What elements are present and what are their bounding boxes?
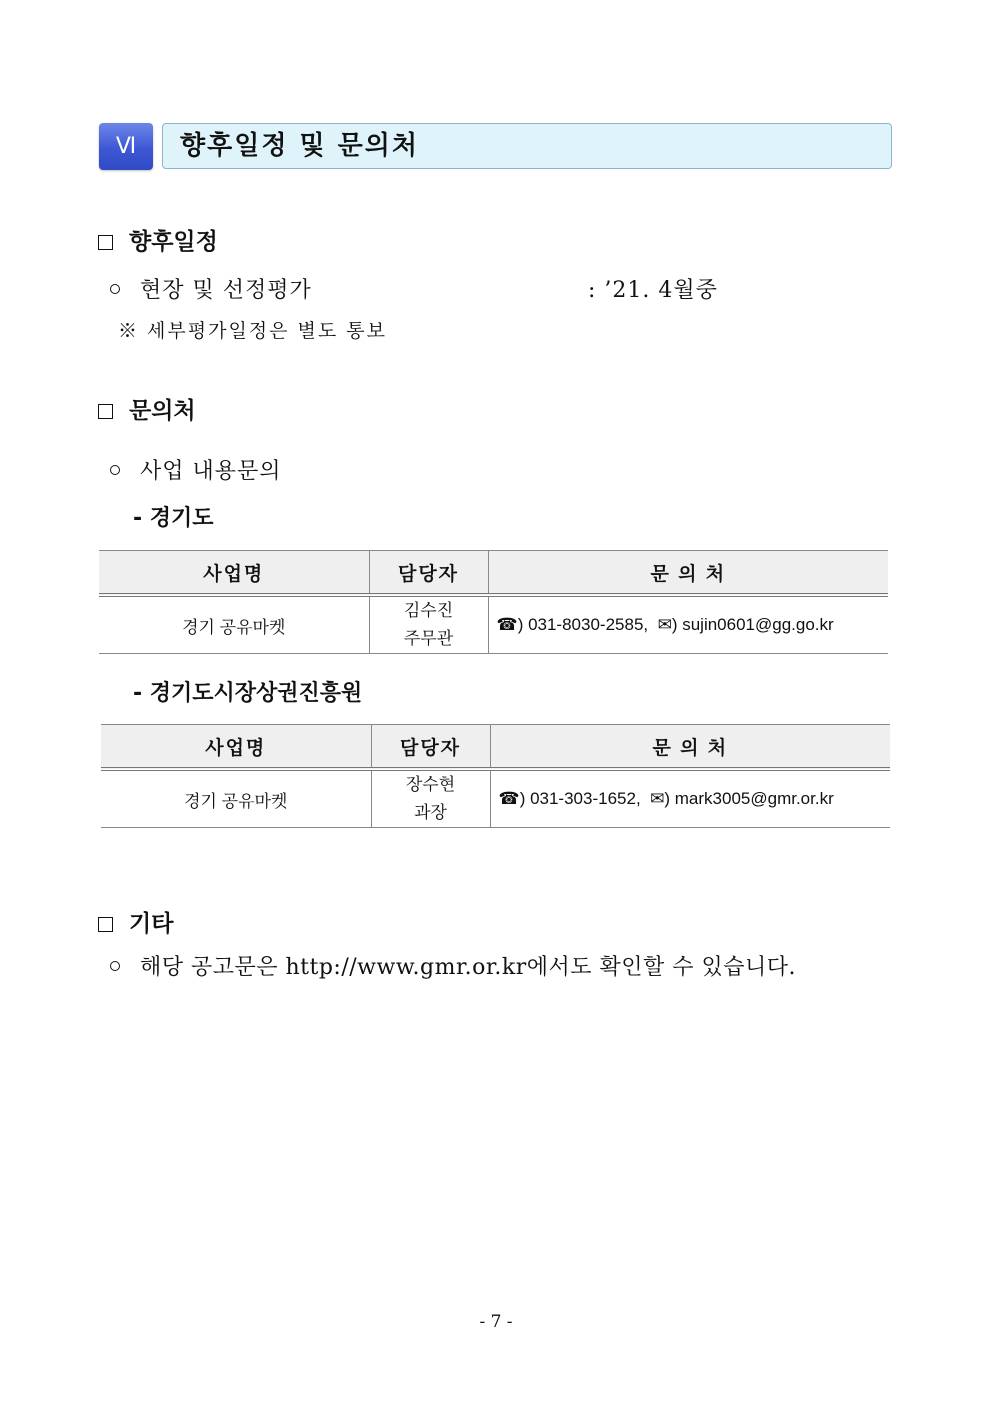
- header-contact: 문 의 처: [488, 551, 888, 596]
- contact-subheading-gmr: - 경기도시장상권진흥원: [133, 681, 363, 706]
- mail-icon: ✉: [657, 615, 672, 634]
- schedule-heading: [98, 227, 218, 257]
- other-item: [110, 953, 796, 983]
- table-row: [101, 769, 890, 828]
- other-heading: [98, 909, 173, 939]
- checkbox-square-icon: [98, 235, 113, 250]
- bullet-circle-icon: [110, 284, 120, 294]
- checkbox-square-icon: [98, 917, 113, 932]
- person-title: 과장: [414, 803, 447, 822]
- phone-icon: ☎: [496, 615, 518, 634]
- section-title: 향후일정 및 문의처: [180, 131, 420, 161]
- header-project: 사업명: [99, 551, 369, 596]
- contact-subheading-gyeonggi: - 경기도: [133, 506, 214, 531]
- project-cell: 경기 공유마켓: [101, 769, 371, 828]
- email-address[interactable]: ) sujin0601@gg.go.kr: [671, 615, 834, 634]
- page-number: - 7 -: [479, 1312, 513, 1332]
- header-person: 담당자: [371, 725, 490, 770]
- schedule-item: [110, 276, 312, 306]
- bullet-circle-icon: [110, 961, 120, 971]
- header-person: 담당자: [369, 551, 488, 596]
- phone-number: ) 031-8030-2585,: [517, 615, 649, 634]
- checkbox-square-icon: [98, 404, 113, 419]
- contact-table-gyeonggi: [99, 550, 888, 654]
- contact-cell: [488, 595, 888, 654]
- section-number-badge: Ⅵ: [99, 123, 153, 170]
- schedule-note: ※ 세부평가일정은 별도 통보: [118, 320, 388, 342]
- person-cell: [369, 595, 488, 654]
- contact-heading-text: 문의처: [129, 398, 196, 424]
- table-header-row: [101, 725, 890, 770]
- bullet-circle-icon: [110, 465, 120, 475]
- person-cell: [371, 769, 490, 828]
- contact-heading: [98, 396, 196, 426]
- contact-cell: [490, 769, 890, 828]
- schedule-item-label: 현장 및 선정평가: [140, 278, 312, 303]
- person-name: 김수진: [403, 601, 454, 620]
- mail-icon: ✉: [650, 789, 665, 808]
- header-contact: 문 의 처: [490, 725, 890, 770]
- person-name: 장수현: [405, 775, 456, 794]
- table-row: [99, 595, 888, 654]
- contact-item: [110, 457, 282, 487]
- email-address[interactable]: ) mark3005@gmr.or.kr: [664, 789, 834, 808]
- phone-icon: ☎: [498, 789, 520, 808]
- table-header-row: [99, 551, 888, 596]
- header-project: 사업명: [101, 725, 371, 770]
- phone-number: ) 031-303-1652,: [519, 789, 641, 808]
- contact-table-gmr: [101, 724, 890, 828]
- schedule-item-value: : ’21. 4월중: [588, 278, 718, 303]
- other-heading-text: 기타: [129, 911, 174, 937]
- contact-item-label: 사업 내용문의: [140, 459, 282, 484]
- project-cell: 경기 공유마켓: [99, 595, 369, 654]
- schedule-heading-text: 향후일정: [129, 229, 218, 255]
- person-title: 주무관: [403, 629, 454, 648]
- other-item-text: 해당 공고문은 http://www.gmr.or.kr에서도 확인할 수 있습니다.: [140, 955, 797, 980]
